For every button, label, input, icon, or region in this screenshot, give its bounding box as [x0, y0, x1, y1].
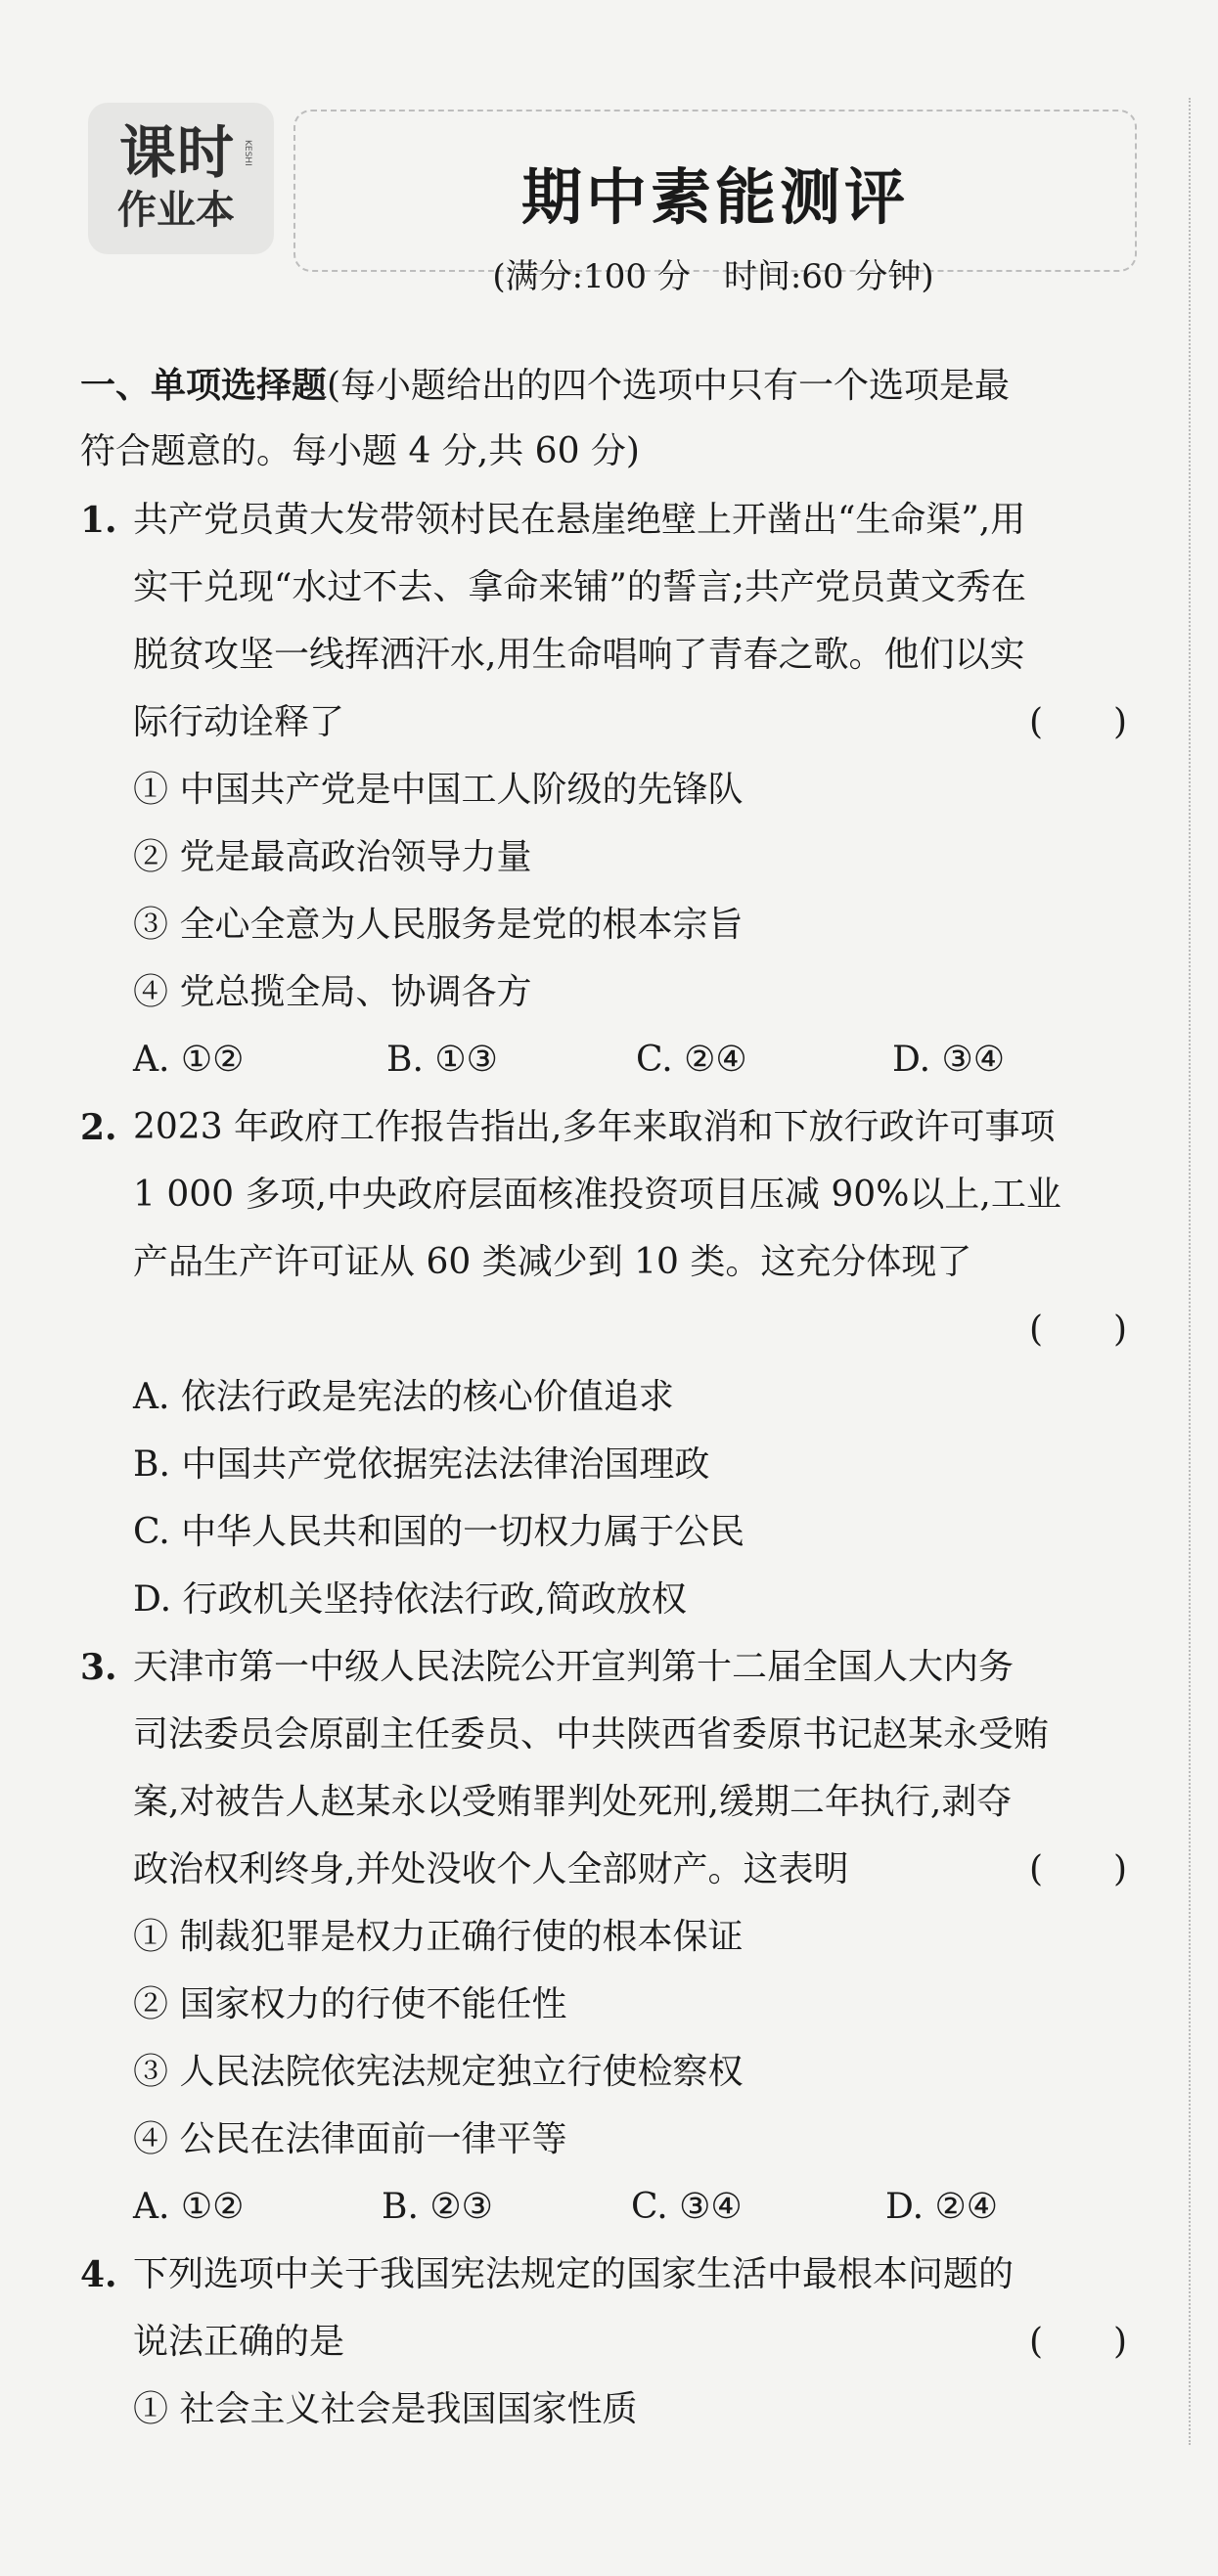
statement: ④ 党总揽全局、协调各方 [133, 972, 532, 1012]
statement: ③ 全心全意为人民服务是党的根本宗旨 [133, 905, 744, 945]
choice-d: D. ②④ [885, 2187, 999, 2227]
choice-d: D. ③④ [892, 1040, 1006, 1080]
statement: ① 社会主义社会是我国国家性质 [133, 2389, 638, 2429]
statement: ④ 公民在法律面前一律平等 [133, 2119, 567, 2159]
choice-b: B. ①③ [386, 1040, 498, 1080]
statement: ① 中国共产党是中国工人阶级的先锋队 [133, 770, 744, 810]
choice-c: C. ②④ [636, 1040, 747, 1080]
page-title: 期中素能测评 [520, 161, 909, 233]
choice-a: A. ①② [133, 2187, 245, 2227]
page-subtitle: (满分:100 分 时间:60 分钟) [492, 257, 934, 296]
answer-parentheses: ( ) [1029, 2322, 1128, 2362]
question-text-line: 2023 年政府工作报告指出,多年来取消和下放行政许可事项 [133, 1107, 1056, 1147]
logo-pinyin: KESHI [243, 140, 252, 166]
statement: ① 制裁犯罪是权力正确行使的根本保证 [133, 1917, 744, 1957]
question-text-line: 产品生产许可证从 60 类减少到 10 类。这充分体现了 [133, 1242, 972, 1282]
section-desc-line1: (每小题给出的四个选项中只有一个选项是最 [327, 366, 1011, 406]
question-number: 2. [80, 1107, 117, 1148]
statement: ② 国家权力的行使不能任性 [133, 1984, 567, 2024]
question-text-line: 政治权利终身,并处没收个人全部财产。这表明 [133, 1849, 849, 1889]
section-heading: 一、单项选择题 [80, 365, 328, 406]
question-number: 1. [80, 500, 117, 541]
page-edge-divider [1189, 98, 1191, 2445]
question-text-line: 1 000 多项,中央政府层面核准投资项目压减 90%以上,工业 [133, 1175, 1061, 1215]
section-desc-line2: 符合题意的。每小题 4 分,共 60 分) [80, 431, 640, 471]
question-text-line: 下列选项中关于我国宪法规定的国家生活中最根本问题的 [133, 2254, 1015, 2294]
choice-b: B. 中国共产党依据宪法法律治国理政 [133, 1444, 710, 1485]
question-text-line: 脱贫攻坚一线挥洒汗水,用生命唱响了青春之歌。他们以实 [133, 635, 1025, 675]
question-number: 3. [80, 1647, 117, 1688]
title-box [293, 110, 1137, 272]
statement: ③ 人民法院依宪法规定独立行使检察权 [133, 2052, 744, 2092]
question-text-line: 实干兑现“水过不去、拿命来铺”的誓言;共产党员黄文秀在 [133, 567, 1026, 607]
logo-line1: 课时 [119, 119, 236, 186]
choice-d: D. 行政机关坚持依法行政,简政放权 [133, 1579, 687, 1620]
choice-c: C. ③④ [631, 2187, 743, 2227]
section-heading-line [80, 362, 1010, 410]
question-text-line: 天津市第一中级人民法院公开宣判第十二届全国人大内务 [133, 1647, 1015, 1687]
answer-parentheses: ( ) [1029, 1849, 1128, 1889]
question-number: 4. [80, 2254, 117, 2295]
choice-a: A. ①② [133, 1040, 245, 1080]
logo-line2: 作业本 [117, 188, 235, 233]
question-text-line: 际行动诠释了 [133, 702, 345, 742]
logo [88, 103, 274, 254]
question-text-line: 共产党员黄大发带领村民在悬崖绝壁上开凿出“生命渠”,用 [133, 500, 1026, 540]
question-text-line: 说法正确的是 [133, 2322, 345, 2362]
answer-parentheses: ( ) [1029, 702, 1128, 742]
choice-b: B. ②③ [382, 2187, 493, 2227]
choice-a: A. 依法行政是宪法的核心价值追求 [133, 1377, 674, 1417]
choice-c: C. 中华人民共和国的一切权力属于公民 [133, 1512, 745, 1552]
statement: ② 党是最高政治领导力量 [133, 837, 532, 877]
answer-parentheses: ( ) [1029, 1310, 1128, 1350]
question-text-line: 案,对被告人赵某永以受贿罪判处死刑,缓期二年执行,剥夺 [133, 1782, 1013, 1822]
question-text-line: 司法委员会原副主任委员、中共陕西省委原书记赵某永受贿 [133, 1714, 1050, 1754]
